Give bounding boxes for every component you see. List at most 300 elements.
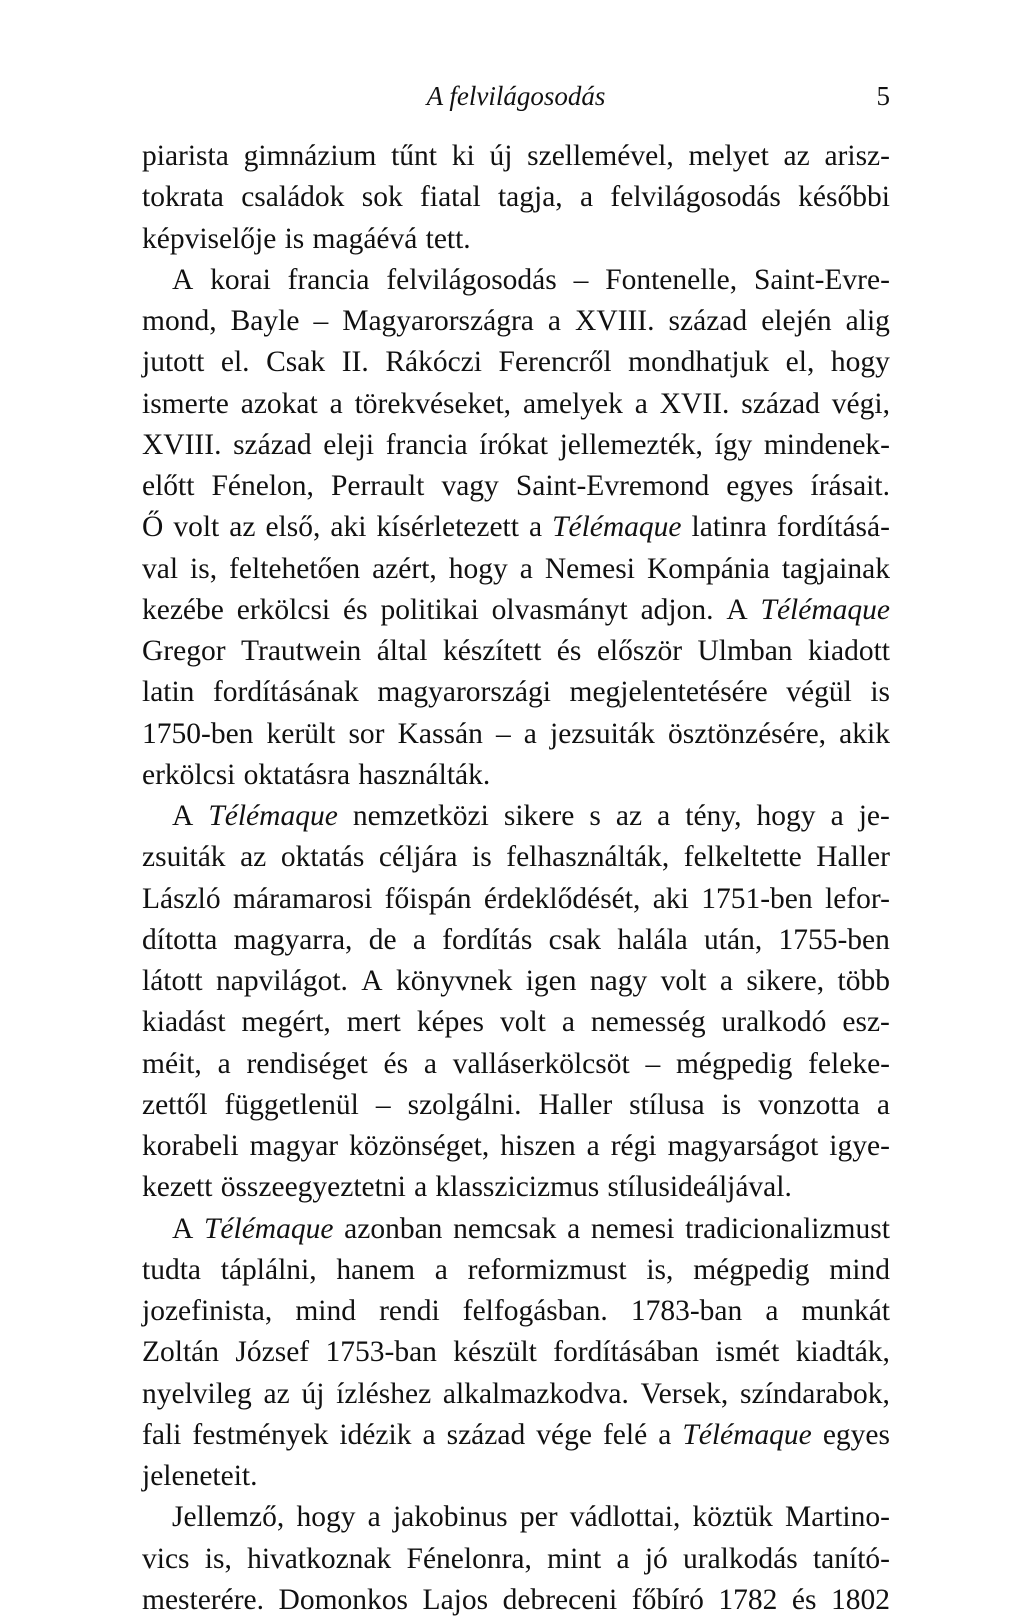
word: a: [523, 717, 537, 750]
word: Zoltán: [142, 1336, 220, 1369]
word: felfogásban.: [462, 1295, 608, 1327]
text-line: [142, 714, 890, 755]
word: A: [726, 593, 748, 626]
word: korai: [210, 263, 271, 296]
text-line: [142, 920, 890, 961]
word: könyvnek: [395, 965, 513, 997]
text-line: [142, 260, 890, 301]
word: rendiséget: [246, 1047, 368, 1080]
word: ösztönzésére,: [667, 717, 827, 750]
word: 1782: [718, 1583, 778, 1616]
word: Gregor: [142, 635, 226, 667]
word: vonzotta: [758, 1088, 860, 1121]
word: mindenek-: [763, 428, 890, 461]
text-line: [142, 631, 890, 672]
word: megért,: [241, 1006, 331, 1039]
word: hogy: [756, 800, 816, 832]
word: hogy: [830, 346, 890, 379]
word: mégpedig: [693, 1253, 810, 1286]
word: közönséget,: [349, 1130, 490, 1162]
word: stílusa: [629, 1088, 705, 1121]
word: felé: [602, 1418, 648, 1451]
word: Kompánia: [646, 552, 770, 585]
word: felhasználták,: [506, 841, 670, 874]
word: latin: [142, 676, 195, 709]
page-number: 5: [876, 81, 890, 111]
word: első,: [265, 511, 321, 544]
word: volt: [660, 965, 707, 997]
text-line: [142, 1291, 890, 1332]
word: igye-: [829, 1130, 890, 1162]
word: a: [561, 1006, 575, 1039]
word: az: [783, 140, 810, 172]
text-line: [142, 425, 890, 466]
word: is: [870, 676, 890, 709]
word: szellemével,: [527, 140, 674, 172]
word: sor: [348, 717, 385, 750]
word: tény,: [685, 800, 742, 832]
word: László: [142, 882, 221, 915]
word: tudta: [142, 1253, 201, 1286]
word: érdeklődését,: [483, 882, 641, 915]
word: a: [657, 800, 671, 832]
text-line: [142, 177, 890, 218]
word: piarista: [142, 140, 229, 172]
word: került: [266, 717, 336, 750]
word: halála: [617, 923, 688, 956]
word: nemesi: [590, 1212, 675, 1245]
word: 1753-ban: [325, 1336, 437, 1369]
italic-title-word: Télémaque: [204, 1212, 334, 1245]
word: hogy: [448, 552, 508, 585]
word: a: [765, 1295, 779, 1327]
word: használták.: [358, 758, 491, 791]
word: és: [791, 1583, 817, 1616]
word: fordításá-: [776, 511, 890, 544]
word: kiadott: [808, 635, 890, 667]
word: század: [668, 305, 748, 337]
word: Haller: [816, 841, 890, 874]
word: nagy: [589, 965, 648, 997]
word: gimnázium: [243, 140, 377, 172]
word: magyar: [249, 1130, 339, 1162]
word: táplálni,: [220, 1253, 317, 1286]
word: a: [423, 1047, 437, 1080]
word: festmények: [192, 1418, 329, 1451]
text-line: [142, 549, 890, 590]
word: sikere,: [746, 965, 825, 997]
word: Domonkos: [278, 1583, 409, 1616]
text-line: [142, 1209, 890, 1250]
word: egyes: [726, 470, 794, 502]
word: Fontenelle,: [605, 263, 738, 296]
italic-title-word: Télémaque: [208, 800, 338, 832]
word: a: [519, 552, 533, 585]
word: volt: [173, 511, 220, 544]
word: méit,: [142, 1047, 202, 1080]
word: előtt: [142, 470, 195, 502]
word: felvilágosodás: [610, 181, 781, 214]
word: magyarra,: [233, 923, 353, 956]
word: ismerte: [142, 387, 229, 420]
word: későbbi: [798, 181, 890, 214]
word: 1755-ben: [778, 923, 890, 956]
word: val: [142, 552, 179, 585]
word: hogy: [296, 1501, 356, 1534]
text-line: [142, 1002, 890, 1043]
word: Haller: [538, 1088, 613, 1121]
word: Martino-: [785, 1501, 890, 1534]
word: je-: [858, 800, 890, 832]
word: XVIII.: [575, 305, 655, 337]
word: a: [422, 1418, 436, 1451]
word: magáévá: [312, 222, 418, 255]
word: latinra: [691, 511, 767, 544]
text-line: [142, 879, 890, 920]
word: mert: [346, 1006, 401, 1039]
word: per: [519, 1501, 558, 1534]
word: a: [658, 1418, 672, 1451]
text-line: [142, 219, 890, 260]
word: vics: [142, 1542, 190, 1575]
word: jó: [644, 1542, 668, 1575]
word: az: [229, 511, 256, 544]
text-line: [142, 755, 890, 796]
word: köztük: [692, 1501, 773, 1534]
word: lefor-: [825, 882, 890, 915]
word: Ulmban: [697, 635, 793, 667]
word: máramarosi: [233, 882, 373, 915]
word: az: [615, 800, 643, 832]
word: Saint-Evre-: [753, 263, 890, 296]
body-text: [142, 136, 890, 1621]
text-line: [142, 796, 890, 837]
word: eleji: [323, 428, 375, 461]
word: Fénelon,: [211, 470, 314, 502]
word: és: [383, 1047, 409, 1080]
word: a: [414, 1171, 428, 1204]
word: új: [489, 140, 513, 172]
word: mégpedig: [675, 1047, 793, 1080]
word: sikere: [503, 800, 575, 832]
word: a: [329, 387, 343, 420]
word: tűnt: [391, 140, 437, 172]
word: olvasmányt: [491, 593, 628, 626]
word: feleke-: [808, 1047, 890, 1080]
text-line: [142, 672, 890, 713]
italic-title-word: Télémaque: [552, 511, 682, 544]
word: írókat: [479, 428, 548, 461]
word: a: [580, 181, 594, 214]
word: XVII.: [659, 387, 730, 420]
word: –: [495, 717, 511, 750]
word: zsuiták: [142, 841, 226, 874]
word: végi,: [831, 387, 890, 420]
text-line: [142, 1539, 890, 1580]
word: jeleneteit.: [142, 1460, 258, 1492]
word: Rákóczi: [385, 346, 482, 379]
text-line: [142, 1085, 890, 1126]
word: el.: [220, 346, 250, 379]
word: is,: [190, 552, 218, 585]
word: nemesség: [590, 1006, 706, 1039]
word: ismét: [715, 1336, 780, 1369]
word: vagy: [441, 470, 499, 502]
word: mondhatjuk: [628, 346, 770, 379]
word: munkát: [801, 1295, 890, 1327]
word: főbíró: [631, 1583, 704, 1616]
word: magyarságot: [667, 1130, 819, 1162]
word: idézik: [339, 1418, 412, 1451]
word: látott: [142, 965, 203, 997]
word: a: [412, 923, 426, 956]
word: tanító-: [812, 1542, 890, 1575]
word: jellemezték,: [559, 428, 703, 461]
word: megjelentetésére: [569, 676, 768, 709]
word: aki: [330, 511, 367, 544]
word: mond,: [142, 305, 217, 337]
word: a: [434, 1253, 448, 1286]
text-line: [142, 961, 890, 1002]
word: képviselője: [142, 222, 277, 255]
word: század: [741, 387, 820, 420]
word: klasszicizmus: [435, 1171, 600, 1204]
word: fiatal: [420, 181, 481, 214]
word: nemzetközi: [352, 800, 489, 832]
word: készített: [442, 635, 542, 667]
word: a: [616, 1542, 630, 1575]
word: igen: [525, 965, 577, 997]
word: oktatásra: [243, 758, 351, 791]
word: mind: [295, 1295, 356, 1327]
word: és: [343, 593, 368, 626]
word: kezett: [142, 1171, 213, 1204]
word: 1751-ben: [701, 882, 813, 915]
text-line: [142, 1497, 890, 1538]
text-line: [142, 1044, 890, 1085]
word: 1750-ben: [142, 717, 254, 750]
word: zettől: [142, 1088, 208, 1121]
word: hanem: [336, 1253, 416, 1286]
word: kísérletezett: [376, 511, 519, 544]
word: Bayle: [230, 305, 300, 337]
word: Nemesi: [544, 552, 635, 585]
word: Versek,: [640, 1377, 729, 1410]
word: felvilágosodás: [386, 263, 557, 296]
word: valláserkölcsöt: [452, 1047, 630, 1080]
word: nyelvileg: [142, 1377, 252, 1410]
text-line: [142, 1456, 890, 1497]
text-line: [142, 507, 890, 548]
word: 1802: [831, 1583, 890, 1616]
word: felkeltette: [683, 841, 802, 874]
word: rendi: [379, 1295, 440, 1327]
word: XVIII.: [142, 428, 222, 461]
text-line: [142, 342, 890, 383]
word: –: [573, 263, 589, 296]
word: így: [714, 428, 753, 461]
text-line: [142, 837, 890, 878]
word: is: [284, 222, 305, 255]
word: aki: [652, 882, 689, 915]
word: arisz-: [824, 140, 890, 172]
word: francia: [385, 428, 468, 461]
word: azért,: [372, 552, 437, 585]
word: s: [589, 800, 601, 832]
word: családok: [241, 181, 345, 214]
word: Trautwein: [241, 635, 362, 667]
text-line: [142, 1580, 890, 1621]
word: alkalmazkodva.: [442, 1377, 629, 1410]
word: az: [263, 1377, 290, 1410]
word: régi: [610, 1130, 657, 1162]
word: tradicionalizmust: [685, 1212, 890, 1245]
word: a: [830, 800, 844, 832]
word: erkölcsi: [236, 593, 331, 626]
word: több: [837, 965, 890, 997]
word: Magyarországra: [342, 305, 534, 337]
word: Lajos: [422, 1583, 489, 1616]
word: A: [172, 1212, 194, 1245]
word: vádlottai,: [569, 1501, 681, 1534]
word: jezsuiták: [550, 717, 655, 750]
word: azonban: [344, 1212, 443, 1245]
word: Ő: [142, 511, 164, 544]
word: hiszen: [500, 1130, 576, 1162]
word: dította: [142, 923, 218, 956]
word: kezébe: [142, 593, 224, 626]
word: először: [596, 635, 683, 667]
text-line: [142, 1415, 890, 1456]
word: Ferencről: [498, 346, 612, 379]
word: Jellemző,: [172, 1501, 285, 1534]
word: Csak: [266, 346, 326, 379]
word: szolgálni.: [407, 1088, 522, 1121]
word: jutott: [142, 346, 205, 379]
word: is: [721, 1088, 742, 1121]
word: törekvéseket,: [354, 387, 512, 420]
word: azokat: [240, 387, 318, 420]
word: uralkodás: [683, 1542, 798, 1575]
word: hivatkoznak: [247, 1542, 392, 1575]
word: végül: [786, 676, 852, 709]
word: korabeli: [142, 1130, 239, 1162]
word: tokrata: [142, 181, 224, 214]
word: kiadták,: [795, 1336, 890, 1369]
word: napvilágot.: [216, 965, 348, 997]
word: akik: [839, 717, 890, 750]
word: a: [528, 511, 543, 544]
word: készült: [453, 1336, 537, 1369]
word: egyes: [822, 1418, 890, 1451]
word: erkölcsi: [142, 758, 236, 791]
word: alig: [845, 305, 890, 337]
word: el,: [785, 346, 815, 379]
word: A: [172, 263, 194, 296]
word: fali: [142, 1418, 182, 1451]
word: stílusideáljával.: [607, 1171, 792, 1204]
word: Saint-Evremond: [515, 470, 710, 502]
running-title: A felvilágosodás: [426, 81, 606, 111]
word: képes: [416, 1006, 484, 1039]
word: nemcsak: [453, 1212, 557, 1245]
word: által: [376, 635, 428, 667]
running-head: [142, 78, 890, 114]
word: század: [233, 428, 312, 461]
word: elején: [761, 305, 832, 337]
italic-title-word: Télémaque: [682, 1418, 812, 1451]
word: oktatás: [280, 841, 365, 874]
word: jakobinus: [392, 1501, 508, 1534]
word: esz-: [842, 1006, 890, 1039]
text-line: [142, 136, 890, 177]
word: volt: [499, 1006, 546, 1039]
word: 1783-ban: [630, 1295, 743, 1327]
word: II.: [341, 346, 369, 379]
word: ízléshez: [336, 1377, 432, 1410]
word: mint: [547, 1542, 602, 1575]
word: csak: [548, 923, 602, 956]
word: –: [375, 1088, 391, 1121]
word: francia: [287, 263, 370, 296]
word: tett.: [425, 222, 471, 255]
word: debreceni: [502, 1583, 618, 1616]
word: A: [172, 800, 194, 832]
word: új: [301, 1377, 325, 1410]
word: vége: [536, 1418, 592, 1451]
word: mesterére.: [142, 1583, 265, 1616]
word: után,: [704, 923, 763, 956]
word: A: [361, 965, 383, 997]
word: magyarországi: [377, 676, 551, 709]
word: a: [367, 1501, 381, 1534]
word: az: [240, 841, 267, 874]
word: század: [446, 1418, 526, 1451]
word: ki: [451, 140, 475, 172]
word: tagjainak: [781, 552, 890, 585]
text-line: [142, 1167, 890, 1208]
word: reformizmust: [467, 1253, 627, 1286]
word: írásait.: [810, 470, 890, 502]
text-line: [142, 384, 890, 425]
word: József: [235, 1336, 310, 1369]
word: Fénelonra,: [406, 1542, 532, 1575]
word: a: [719, 965, 733, 997]
word: Kassán: [397, 717, 483, 750]
word: fordítás: [442, 923, 533, 956]
word: is,: [646, 1253, 674, 1286]
word: főispán: [384, 882, 472, 915]
word: Perrault: [330, 470, 425, 502]
word: fordításában: [553, 1336, 700, 1369]
word: a: [634, 387, 648, 420]
word: a: [567, 1212, 581, 1245]
text-line: [142, 301, 890, 342]
word: céljára: [378, 841, 458, 874]
word: fordításának: [212, 676, 359, 709]
word: sok: [361, 181, 403, 214]
text-line: [142, 590, 890, 631]
word: összeegyeztetni: [220, 1171, 406, 1204]
word: –: [313, 305, 329, 337]
word: mind: [829, 1253, 890, 1286]
word: is: [472, 841, 492, 874]
text-line: [142, 1332, 890, 1373]
word: a: [586, 1130, 600, 1162]
text-line: [142, 1126, 890, 1167]
word: feltehetően: [229, 552, 361, 585]
word: de: [368, 923, 397, 956]
